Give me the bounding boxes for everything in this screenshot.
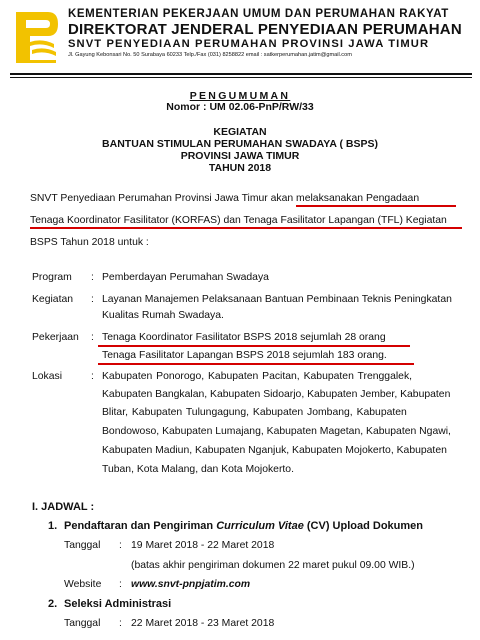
program-heading: BANTUAN STIMULAN PERUMAHAN SWADAYA ( BSPS) bbox=[102, 138, 378, 150]
colon: : bbox=[91, 371, 94, 382]
kegiatan-value-1: Layanan Manajemen Pelaksanaan Bantuan Pembinaan Teknis Peningkatan bbox=[102, 294, 452, 305]
intro-underline-2 bbox=[30, 227, 462, 229]
office-address: Jl. Gayung Kebonsari No. 50 Surabaya 60233 Telp./Fax (031) 8258822 email : satkerperumahan.jatim@gmail.com bbox=[68, 52, 352, 58]
announcement-title: PENGUMUMAN bbox=[189, 90, 291, 102]
intro-underline-1 bbox=[296, 205, 456, 207]
website-link[interactable]: www.snvt-pnpjatim.com bbox=[131, 579, 251, 590]
item1-title-post: (CV) Upload Dokumen bbox=[303, 520, 423, 532]
kegiatan-value-2: Kualitas Rumah Swadaya. bbox=[102, 310, 224, 321]
jadwal-heading: I. JADWAL : bbox=[32, 501, 95, 513]
pekerjaan-value-1: Tenaga Koordinator Fasilitator BSPS 2018 sejumlah 28 orang bbox=[102, 332, 386, 343]
letterhead bbox=[10, 8, 472, 70]
colon: : bbox=[119, 540, 122, 551]
office-name: SNVT PENYEDIAAN PERUMAHAN PROVINSI JAWA TIMUR bbox=[68, 38, 430, 50]
item2-tanggal-label: Tanggal bbox=[64, 618, 101, 629]
ministry-name: KEMENTERIAN PEKERJAAN UMUM DAN PERUMAHAN RAKYAT bbox=[68, 8, 449, 20]
announcement-number: Nomor : UM 02.06-PnP/RW/33 bbox=[166, 101, 314, 113]
colon: : bbox=[91, 272, 94, 283]
item1-date: 19 Maret 2018 - 22 Maret 2018 bbox=[131, 540, 275, 551]
colon: : bbox=[119, 579, 122, 590]
lokasi-line: Kabupaten Bangkalan, Kabupaten Sidoarjo, Kabupaten Jember, Kabupaten bbox=[102, 389, 451, 400]
intro-line-3: BSPS Tahun 2018 untuk : bbox=[30, 237, 149, 248]
letterhead-rule-thick bbox=[10, 73, 472, 75]
pekerjaan-underline-1 bbox=[98, 345, 410, 347]
letterhead-rule-thin bbox=[10, 77, 472, 78]
item1-title-cv: Curriculum Vitae bbox=[216, 520, 304, 532]
colon: : bbox=[119, 618, 122, 629]
program-label: Program bbox=[32, 272, 72, 283]
item2-number: 2. bbox=[48, 598, 58, 610]
item1-number: 1. bbox=[48, 520, 58, 532]
lokasi-line: Kabupaten Ponorogo, Kabupaten Pacitan, Kabupaten Trenggalek, bbox=[102, 371, 413, 382]
colon: : bbox=[91, 332, 94, 343]
activity-heading: KEGIATAN bbox=[213, 126, 267, 138]
pekerjaan-label: Pekerjaan bbox=[32, 332, 79, 343]
item1-title-pre: Pendaftaran dan Pengiriman bbox=[64, 520, 217, 532]
item2-date: 22 Maret 2018 - 23 Maret 2018 bbox=[131, 618, 275, 629]
lokasi-line: Bondowoso, Kabupaten Lumajang, Kabupaten Magetan, Kabupaten Ngawi, bbox=[102, 426, 451, 437]
pekerjaan-underline-2 bbox=[98, 363, 414, 365]
lokasi-label: Lokasi bbox=[32, 371, 63, 382]
lokasi-line: Blitar, Kabupaten Tulungagung, Kabupaten Jombang, Kabupaten bbox=[102, 407, 407, 418]
lokasi-line: Kabupaten Madiun, Kabupaten Nganjuk, Kabupaten Mojokerto, Kabupaten bbox=[102, 445, 447, 456]
item1-tanggal-label: Tanggal bbox=[64, 540, 101, 551]
item1-note: (batas akhir pengiriman dokumen 22 maret pukul 09.00 WIB.) bbox=[131, 560, 415, 571]
program-value: Pemberdayan Perumahan Swadaya bbox=[102, 272, 269, 283]
item1-title bbox=[64, 520, 423, 532]
item2-title: Seleksi Administrasi bbox=[64, 598, 172, 610]
province-heading: PROVINSI JAWA TIMUR bbox=[180, 150, 300, 162]
pekerjaan-value-2: Tenaga Fasilitator Lapangan BSPS 2018 sejumlah 183 orang. bbox=[102, 350, 387, 361]
intro-line-2: Tenaga Koordinator Fasilitator (KORFAS) dan Tenaga Fasilitator Lapangan (TFL) Kegiatan bbox=[30, 215, 447, 226]
kegiatan-label: Kegiatan bbox=[32, 294, 74, 305]
intro-line-1: SNVT Penyediaan Perumahan Provinsi Jawa Timur akan melaksanakan Pengadaan bbox=[30, 193, 420, 204]
year-heading: TAHUN 2018 bbox=[208, 162, 272, 174]
pupr-logo-icon bbox=[12, 8, 62, 64]
colon: : bbox=[91, 294, 94, 305]
directorate-name: DIREKTORAT JENDERAL PENYEDIAAN PERUMAHAN bbox=[68, 21, 462, 38]
lokasi-line: Tuban, Kota Malang, dan Kota Mojokerto. bbox=[102, 464, 294, 475]
website-label: Website bbox=[64, 579, 102, 590]
